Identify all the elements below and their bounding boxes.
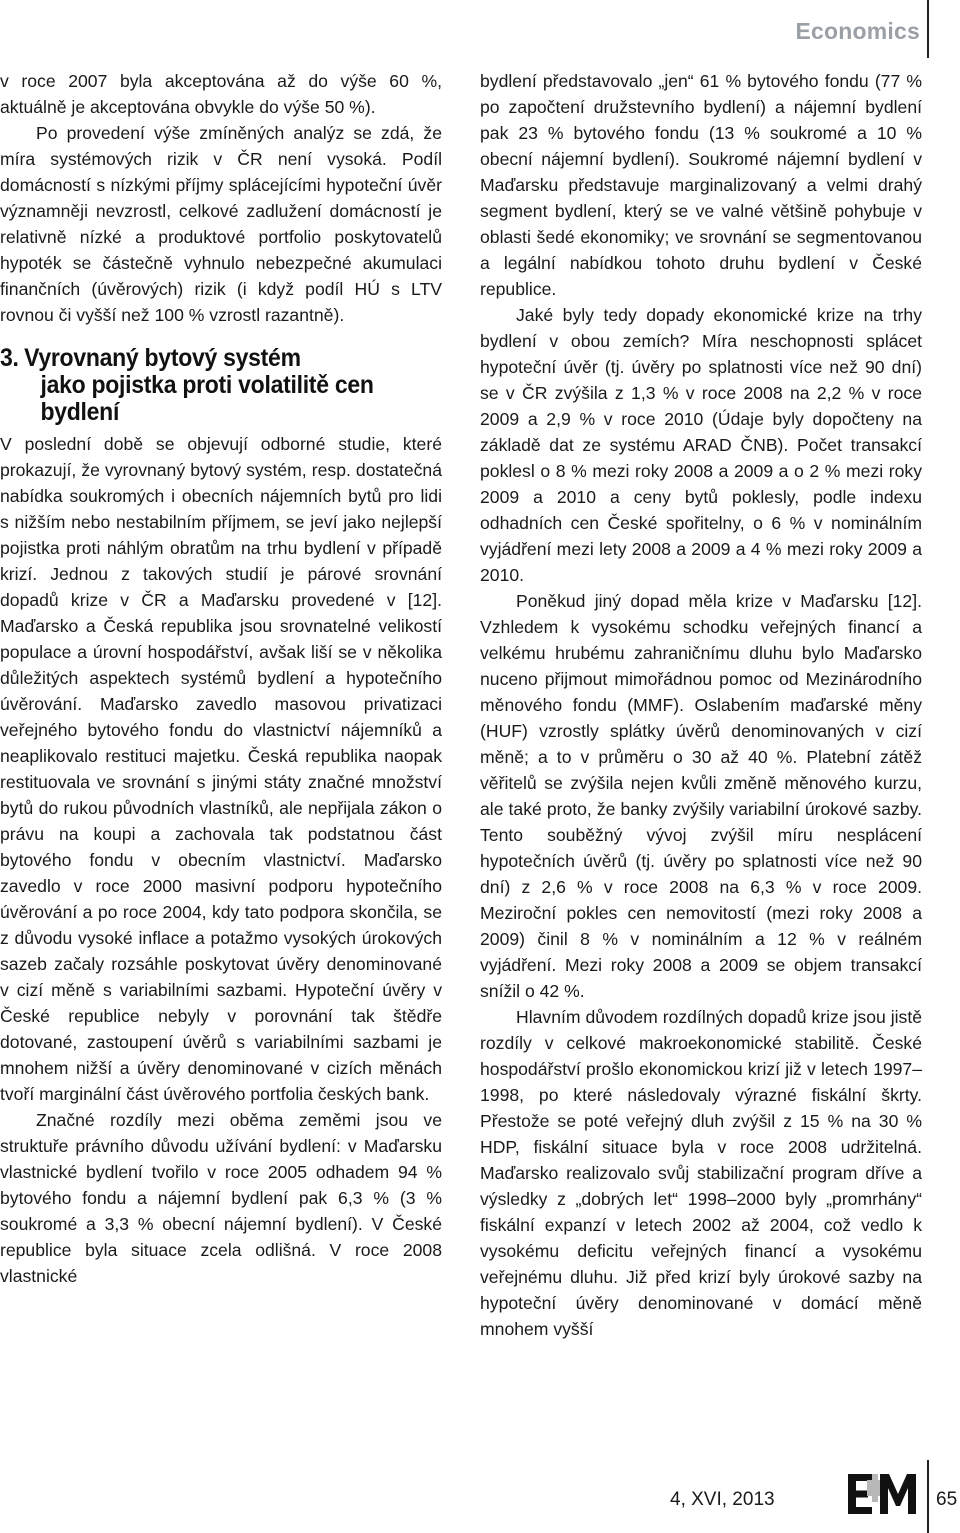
journal-logo (846, 1470, 918, 1518)
right-column (480, 68, 922, 1342)
section-heading-line-1: Vyrovnaný bytový systém (24, 344, 301, 372)
right-paragraph-2: Jaké byly tedy dopady ekonomické krize na trhy bydlení v obou zemích? Míra neschopnosti splácet hypoteční úvěr (tj. úvěry po splatnosti více než 90 dní) se v ČR zvýšila z 1,3 % v roce 2008 na 2,2 % v roce 2009 a 2,9 % v roce 2010 (Údaje byly dopočteny na základě dat ze systému ARAD ČNB). Počet transakcí poklesl o 8 % mezi roky 2008 a 2009 a o 2 % mezi roky 2009 a 2010 a ceny bytů poklesly, podle indexu odhadních cen České spořitelny, o 6 % v nominálním vyjádření mezi lety 2008 a 2009 a 4 % mezi roky 2009 a 2010. (480, 305, 922, 585)
left-paragraph-4: Značné rozdíly mezi oběma zeměmi jsou ve struktuře právního důvodu užívání bydlení: v Maďarsku vlastnické bydlení tvořilo v roce 2005 odhadem 94 % bytového fondu a nájemní bydlení pak 6,3 % (3 % soukromé a 3,3 % obecní nájemní bydlení). V České republice byla situace zcela odlišná. V roce 2008 vlastnické (0, 1110, 442, 1286)
section-heading-line-3: bydlení (40, 398, 120, 426)
section-heading (0, 345, 442, 426)
section-label: Economics (795, 18, 920, 44)
section-heading-number: 3. (0, 344, 19, 372)
page-number: 65 (936, 1489, 958, 1510)
bottom-vertical-rule (927, 1460, 929, 1533)
left-paragraph-3: V poslední době se objevují odborné studie, které prokazují, že vyrovnaný bytový systém, resp. dostatečná nabídka soukromých i obecních nájemních bytů pro lidi s nižším nebo nestabilním příjmem, se jeví jako nejlepší pojistka proti náhlým obratům na trhu bydlení v případě krizí. Jednou z takových studií je párové srovnání dopadů krize v ČR a Maďarsku provedené v [12]. Maďarsko a Česká republika jsou srovnatelné velikostí populace a úrovní hospodářství, avšak liší se v několika důležitých aspektech systémů bydlení a hypotečního úvěrování. Maďarsko zavedlo masovou privatizaci veřejného bytového fondu do vlastnictví nájemníků a neaplikovalo restituci majetku. Česká republika naopak restituovala ve srovnání s jinými státy značné množství bytů do rukou původních vlastníků, ale nepřijala zákon o právu na koupi a zachovala tak podstatnou část bytového fondu v obecním vlastnictví. Maďarsko zavedlo v roce 2000 masivní podporu hypotečního úvěrování a po roce 2004, kdy tato podpora skončila, se z důvodu vysoké inflace a potažmo vysokých úrokových sazeb začaly rozsáhle poskytovat úvěry denominované v cizí měně s variabilními sazbami. Hypoteční úvěry v České republice nebyly v porovnání tak štědře dotované, zastoupení úvěrů s variabilními sazbami je mnohem nižší a úvěry denominované v cizích měnách tvoří marginální část úvěrového portfolia českých bank. (0, 434, 442, 1104)
left-paragraph-2: Po provedení výše zmíněných analýz se zdá, že míra systémových rizik v ČR není vysoká. Podíl domácností s nízkými příjmy splácejícími hypoteční úvěr významněji nevzrostl, celkové zadlužení domácností je relativně nízké a produktové portfolio poskytovatelů hypoték se částečně vyhnulo nebezpečné akumulaci finančních (úvěrových) rizik (i když podíl HÚ s LTV rovnou či vyšší než 100 % vzrostl razantně). (0, 123, 442, 325)
section-heading-line-2: jako pojistka proti volatilitě cen (40, 371, 374, 399)
left-paragraph-1: v roce 2007 byla akceptována až do výše 60 %, aktuálně je akceptována obvykle do výše 50 %). (0, 71, 442, 117)
right-paragraph-4: Hlavním důvodem rozdílných dopadů krize jsou jistě rozdíly v celkové makroekonomické stabilitě. České hospodářství prošlo ekonomickou krizí již v letech 1997–1998, po které následovaly výrazné fiskální škrty. Přestože se poté veřejný dluh zvýšil z 15 % na 30 % HDP, fiskální situace byla v roce 2008 udržitelná. Maďarsko realizovalo svůj stabilizační program dříve a výsledky z „dobrých let“ 1998–2000 byly „promrhány“ fiskální expanzí v letech 2002 až 2004, což vedlo k vysokému deficitu veřejných financí a vysokému veřejnému dluhu. Již před krizí byly úrokové sazby na hypoteční úvěry denominované v domácí měně mnohem vyšší (480, 1007, 922, 1339)
left-column (0, 68, 442, 1289)
right-paragraph-1: bydlení představovalo „jen“ 61 % bytového fondu (77 % po započtení družstevního bydlení) a nájemní bydlení pak 23 % bytového fondu (13 % soukromé a 10 % obecní nájemní bydlení). Soukromé nájemní bydlení v Maďarsku představuje marginalizovaný a velmi drahý segment bydlení, který se ve valné většině pohybuje v oblasti šedé ekonomiky; ve srovnání se segmentovanou a legální nabídkou tohoto druhu bydlení v České republice. (480, 71, 922, 299)
right-paragraph-3: Poněkud jiný dopad měla krize v Maďarsku [12]. Vzhledem k vysokému schodku veřejných financí a velkému hrubému zahraničnímu dluhu bylo Maďarsko nuceno přijmout mimořádnou pomoc od Mezinárodního měnového fondu (MMF). Oslabením maďarské měny (HUF) vzrostly splátky úvěrů denominovaných v cizí měně; a to v průměru o 30 až 40 %. Platební zátěž věřitelů se zvýšila nejen kvůli změně měnového kurzu, ale také proto, že banky zvýšily variabilní úrokové sazby. Tento souběžný vývoj zvýšil míru nesplácení hypotečních úvěrů (tj. úvěry po splatnosti více než 90 dní) z 2,6 % v roce 2008 na 6,3 % v roce 2009. Meziroční pokles cen nemovitostí (mezi roky 2008 a 2009) činil 8 % v nominálním a 12 % v reálném vyjádření. Mezi roky 2008 a 2009 se objem transakcí snížil o 42 %. (480, 591, 922, 1001)
issue-info: 4, XVI, 2013 (670, 1489, 775, 1510)
top-vertical-rule (927, 0, 929, 58)
